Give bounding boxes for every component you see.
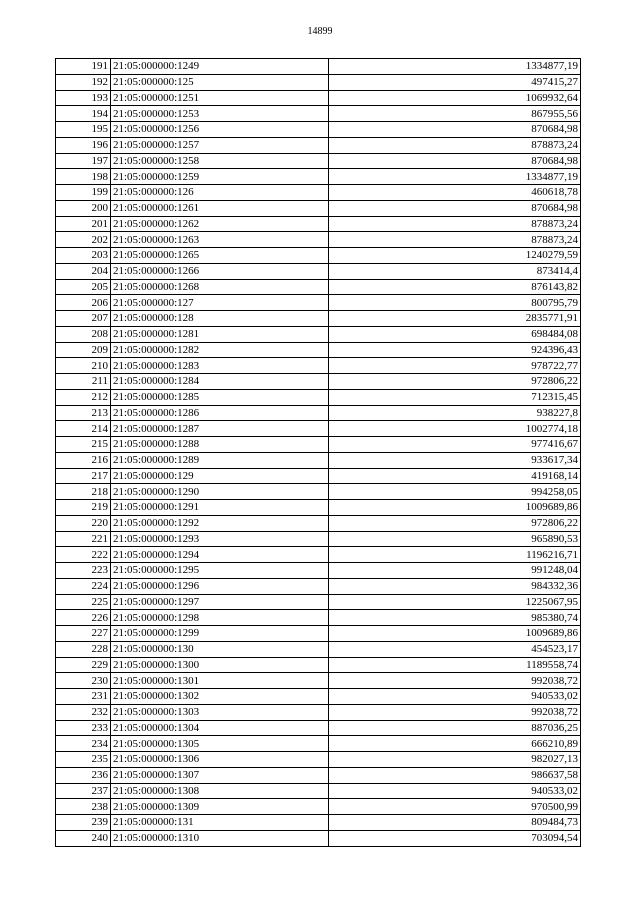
row-number-cell: 240 — [56, 830, 111, 846]
cadastral-number-cell: 21:05:000000:1266 — [111, 263, 329, 279]
row-number-cell: 226 — [56, 610, 111, 626]
row-number-cell: 213 — [56, 405, 111, 421]
row-number-cell: 230 — [56, 673, 111, 689]
value-cell: 703094,54 — [329, 830, 581, 846]
cadastral-number-cell: 21:05:000000:125 — [111, 74, 329, 90]
row-number-cell: 238 — [56, 799, 111, 815]
table-row — [56, 752, 581, 768]
table-row — [56, 137, 581, 153]
row-number-cell: 235 — [56, 752, 111, 768]
table-row — [56, 311, 581, 327]
table-row — [56, 736, 581, 752]
cadastral-number-cell: 21:05:000000:1291 — [111, 500, 329, 516]
table-row — [56, 342, 581, 358]
cadastral-number-cell: 21:05:000000:1263 — [111, 232, 329, 248]
table-row — [56, 405, 581, 421]
table-row — [56, 547, 581, 563]
cadastral-number-cell: 21:05:000000:1301 — [111, 673, 329, 689]
value-cell: 712315,45 — [329, 389, 581, 405]
cadastral-number-cell: 21:05:000000:1289 — [111, 452, 329, 468]
row-number-cell: 236 — [56, 767, 111, 783]
value-cell: 873414,4 — [329, 263, 581, 279]
cadastral-number-cell: 21:05:000000:1287 — [111, 421, 329, 437]
table-row — [56, 704, 581, 720]
cadastral-number-cell: 21:05:000000:1294 — [111, 547, 329, 563]
value-cell: 965890,53 — [329, 531, 581, 547]
cadastral-number-cell: 21:05:000000:1310 — [111, 830, 329, 846]
cadastral-number-cell: 21:05:000000:127 — [111, 295, 329, 311]
value-cell: 1189558,74 — [329, 657, 581, 673]
row-number-cell: 215 — [56, 437, 111, 453]
cadastral-number-cell: 21:05:000000:1268 — [111, 279, 329, 295]
cadastral-number-cell: 21:05:000000:1256 — [111, 122, 329, 138]
row-number-cell: 204 — [56, 263, 111, 279]
row-number-cell: 225 — [56, 594, 111, 610]
value-cell: 876143,82 — [329, 279, 581, 295]
cadastral-number-cell: 21:05:000000:1283 — [111, 358, 329, 374]
row-number-cell: 206 — [56, 295, 111, 311]
value-cell: 870684,98 — [329, 153, 581, 169]
table-row — [56, 106, 581, 122]
row-number-cell: 200 — [56, 200, 111, 216]
table-row — [56, 74, 581, 90]
row-number-cell: 234 — [56, 736, 111, 752]
value-cell: 984332,36 — [329, 578, 581, 594]
row-number-cell: 195 — [56, 122, 111, 138]
cadastral-number-cell: 21:05:000000:1282 — [111, 342, 329, 358]
table-row — [56, 452, 581, 468]
value-cell: 985380,74 — [329, 610, 581, 626]
row-number-cell: 232 — [56, 704, 111, 720]
value-cell: 1240279,59 — [329, 248, 581, 264]
row-number-cell: 217 — [56, 468, 111, 484]
table-row — [56, 232, 581, 248]
table-row — [56, 153, 581, 169]
row-number-cell: 237 — [56, 783, 111, 799]
cadastral-number-cell: 21:05:000000:1306 — [111, 752, 329, 768]
cadastral-number-cell: 21:05:000000:1251 — [111, 90, 329, 106]
row-number-cell: 219 — [56, 500, 111, 516]
table-row — [56, 358, 581, 374]
cadastral-number-cell: 21:05:000000:129 — [111, 468, 329, 484]
row-number-cell: 196 — [56, 137, 111, 153]
value-cell: 933617,34 — [329, 452, 581, 468]
row-number-cell: 193 — [56, 90, 111, 106]
row-number-cell: 222 — [56, 547, 111, 563]
value-cell: 1002774,18 — [329, 421, 581, 437]
table-row — [56, 689, 581, 705]
row-number-cell: 233 — [56, 720, 111, 736]
table-row — [56, 626, 581, 642]
table-row — [56, 248, 581, 264]
table-row — [56, 90, 581, 106]
table-row — [56, 815, 581, 831]
table-row — [56, 610, 581, 626]
table-row — [56, 374, 581, 390]
table-row — [56, 515, 581, 531]
value-cell: 982027,13 — [329, 752, 581, 768]
row-number-cell: 224 — [56, 578, 111, 594]
cadastral-number-cell: 21:05:000000:1299 — [111, 626, 329, 642]
table-row — [56, 657, 581, 673]
table-row — [56, 185, 581, 201]
value-cell: 666210,89 — [329, 736, 581, 752]
row-number-cell: 208 — [56, 326, 111, 342]
value-cell: 2835771,91 — [329, 311, 581, 327]
cadastral-number-cell: 21:05:000000:1300 — [111, 657, 329, 673]
value-cell: 870684,98 — [329, 200, 581, 216]
value-cell: 994258,05 — [329, 484, 581, 500]
row-number-cell: 210 — [56, 358, 111, 374]
cadastral-number-cell: 21:05:000000:1295 — [111, 563, 329, 579]
cadastral-number-cell: 21:05:000000:1249 — [111, 59, 329, 75]
value-cell: 870684,98 — [329, 122, 581, 138]
row-number-cell: 197 — [56, 153, 111, 169]
value-cell: 940533,02 — [329, 689, 581, 705]
value-cell: 454523,17 — [329, 641, 581, 657]
value-cell: 878873,24 — [329, 137, 581, 153]
value-cell: 878873,24 — [329, 232, 581, 248]
table-row — [56, 641, 581, 657]
row-number-cell: 199 — [56, 185, 111, 201]
cadastral-number-cell: 21:05:000000:1258 — [111, 153, 329, 169]
cadastral-number-cell: 21:05:000000:1281 — [111, 326, 329, 342]
cadastral-number-cell: 21:05:000000:1265 — [111, 248, 329, 264]
cadastral-number-cell: 21:05:000000:1288 — [111, 437, 329, 453]
cadastral-number-cell: 21:05:000000:1292 — [111, 515, 329, 531]
value-cell: 970500,99 — [329, 799, 581, 815]
table-row — [56, 437, 581, 453]
value-cell: 698484,08 — [329, 326, 581, 342]
cadastral-number-cell: 21:05:000000:1262 — [111, 216, 329, 232]
value-cell: 1334877,19 — [329, 169, 581, 185]
cadastral-number-cell: 21:05:000000:1253 — [111, 106, 329, 122]
cadastral-number-cell: 21:05:000000:1302 — [111, 689, 329, 705]
value-cell: 924396,43 — [329, 342, 581, 358]
cadastral-number-cell: 21:05:000000:1303 — [111, 704, 329, 720]
row-number-cell: 198 — [56, 169, 111, 185]
table-row — [56, 389, 581, 405]
cadastral-number-cell: 21:05:000000:1285 — [111, 389, 329, 405]
value-cell: 1009689,86 — [329, 626, 581, 642]
row-number-cell: 239 — [56, 815, 111, 831]
cadastral-number-cell: 21:05:000000:1261 — [111, 200, 329, 216]
cadastral-number-cell: 21:05:000000:131 — [111, 815, 329, 831]
value-cell: 978722,77 — [329, 358, 581, 374]
row-number-cell: 216 — [56, 452, 111, 468]
cadastral-number-cell: 21:05:000000:130 — [111, 641, 329, 657]
table-row — [56, 830, 581, 846]
row-number-cell: 194 — [56, 106, 111, 122]
table-row — [56, 673, 581, 689]
value-cell: 1225067,95 — [329, 594, 581, 610]
cadastral-number-cell: 21:05:000000:1307 — [111, 767, 329, 783]
cadastral-number-cell: 21:05:000000:1304 — [111, 720, 329, 736]
row-number-cell: 191 — [56, 59, 111, 75]
value-cell: 460618,78 — [329, 185, 581, 201]
value-cell: 867955,56 — [329, 106, 581, 122]
cadastral-number-cell: 21:05:000000:1308 — [111, 783, 329, 799]
value-cell: 419168,14 — [329, 468, 581, 484]
value-cell: 972806,22 — [329, 374, 581, 390]
data-table — [55, 58, 581, 847]
cadastral-number-cell: 21:05:000000:1305 — [111, 736, 329, 752]
value-cell: 972806,22 — [329, 515, 581, 531]
table-row — [56, 200, 581, 216]
table-row — [56, 59, 581, 75]
row-number-cell: 209 — [56, 342, 111, 358]
value-cell: 1009689,86 — [329, 500, 581, 516]
cadastral-number-cell: 21:05:000000:1309 — [111, 799, 329, 815]
table-row — [56, 295, 581, 311]
row-number-cell: 212 — [56, 389, 111, 405]
cadastral-number-cell: 21:05:000000:1286 — [111, 405, 329, 421]
row-number-cell: 229 — [56, 657, 111, 673]
table-row — [56, 578, 581, 594]
value-cell: 809484,73 — [329, 815, 581, 831]
table-row — [56, 531, 581, 547]
value-cell: 1069932,64 — [329, 90, 581, 106]
table-row — [56, 263, 581, 279]
table-row — [56, 279, 581, 295]
table-row — [56, 563, 581, 579]
row-number-cell: 201 — [56, 216, 111, 232]
table-row — [56, 500, 581, 516]
table-row — [56, 594, 581, 610]
row-number-cell: 218 — [56, 484, 111, 500]
cadastral-number-cell: 21:05:000000:1284 — [111, 374, 329, 390]
table-row — [56, 720, 581, 736]
value-cell: 940533,02 — [329, 783, 581, 799]
cadastral-number-cell: 21:05:000000:1293 — [111, 531, 329, 547]
cadastral-number-cell: 21:05:000000:1290 — [111, 484, 329, 500]
value-cell: 1196216,71 — [329, 547, 581, 563]
value-cell: 800795,79 — [329, 295, 581, 311]
cadastral-number-cell: 21:05:000000:1297 — [111, 594, 329, 610]
row-number-cell: 223 — [56, 563, 111, 579]
table-row — [56, 421, 581, 437]
cadastral-number-cell: 21:05:000000:1257 — [111, 137, 329, 153]
row-number-cell: 192 — [56, 74, 111, 90]
cadastral-number-cell: 21:05:000000:1296 — [111, 578, 329, 594]
value-cell: 878873,24 — [329, 216, 581, 232]
table-row — [56, 468, 581, 484]
value-cell: 991248,04 — [329, 563, 581, 579]
row-number-cell: 202 — [56, 232, 111, 248]
table-row — [56, 122, 581, 138]
row-number-cell: 220 — [56, 515, 111, 531]
table-row — [56, 216, 581, 232]
row-number-cell: 203 — [56, 248, 111, 264]
value-cell: 938227,8 — [329, 405, 581, 421]
cadastral-number-cell: 21:05:000000:1259 — [111, 169, 329, 185]
row-number-cell: 227 — [56, 626, 111, 642]
page-number: 14899 — [307, 26, 333, 37]
row-number-cell: 228 — [56, 641, 111, 657]
value-cell: 992038,72 — [329, 704, 581, 720]
value-cell: 887036,25 — [329, 720, 581, 736]
value-cell: 497415,27 — [329, 74, 581, 90]
table-body — [56, 59, 581, 847]
cadastral-number-cell: 21:05:000000:126 — [111, 185, 329, 201]
value-cell: 977416,67 — [329, 437, 581, 453]
value-cell: 1334877,19 — [329, 59, 581, 75]
row-number-cell: 221 — [56, 531, 111, 547]
table-row — [56, 799, 581, 815]
row-number-cell: 214 — [56, 421, 111, 437]
table-row — [56, 767, 581, 783]
value-cell: 986637,58 — [329, 767, 581, 783]
table-row — [56, 326, 581, 342]
cadastral-number-cell: 21:05:000000:1298 — [111, 610, 329, 626]
table-row — [56, 484, 581, 500]
row-number-cell: 207 — [56, 311, 111, 327]
cadastral-number-cell: 21:05:000000:128 — [111, 311, 329, 327]
row-number-cell: 205 — [56, 279, 111, 295]
value-cell: 992038,72 — [329, 673, 581, 689]
table-row — [56, 169, 581, 185]
row-number-cell: 211 — [56, 374, 111, 390]
row-number-cell: 231 — [56, 689, 111, 705]
table-row — [56, 783, 581, 799]
